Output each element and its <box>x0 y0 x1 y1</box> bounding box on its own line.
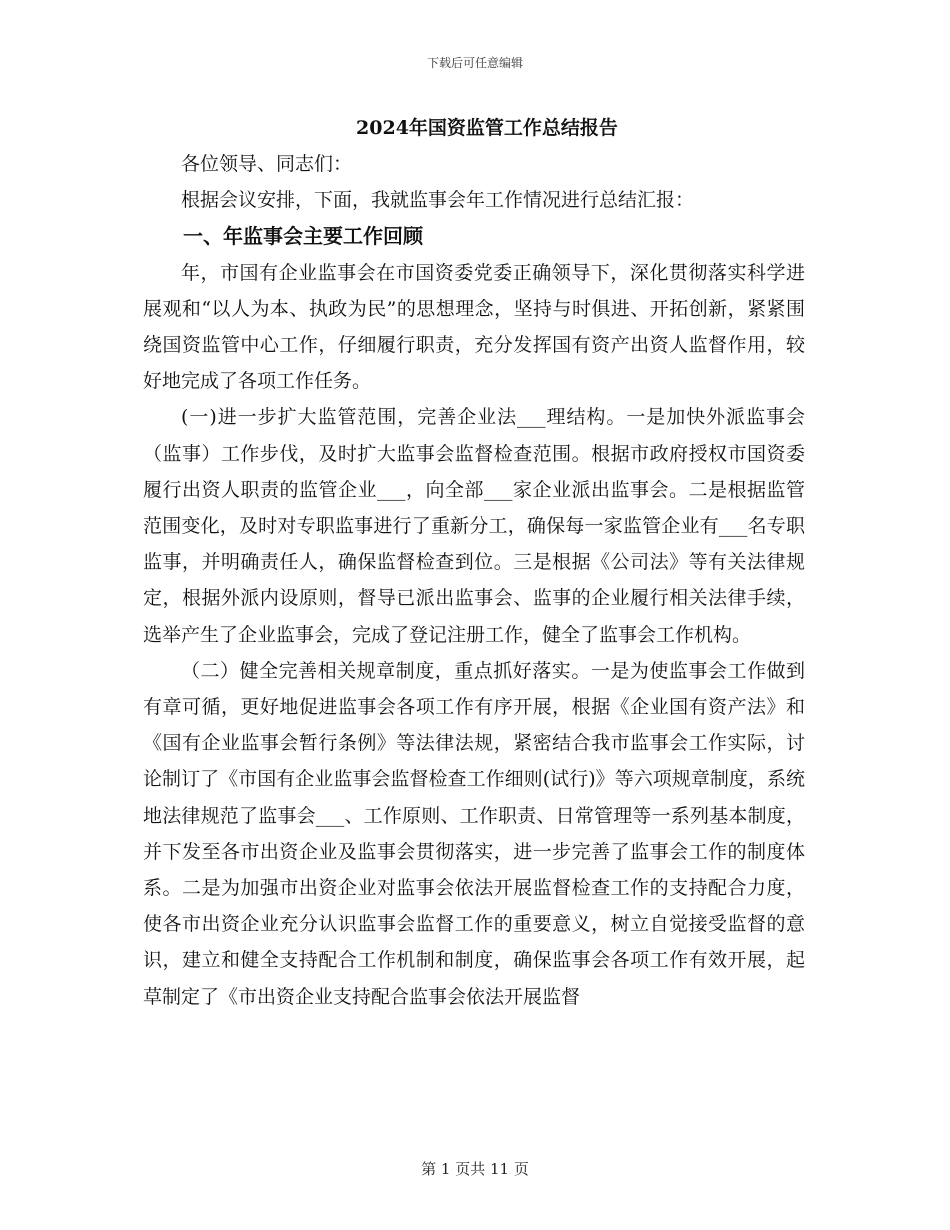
intro-paragraph: 根据会议安排，下面，我就监事会年工作情况进行总结汇报： <box>181 189 695 212</box>
document-title: 2024年国资监管工作总结报告 <box>356 117 618 139</box>
document-body <box>143 110 805 1015</box>
page-header-note: 下载后可任意编辑 <box>426 56 523 70</box>
salutation: 各位领导、同志们： <box>181 153 353 175</box>
section-heading: 一、年监事会主要工作回顾 <box>183 224 423 249</box>
paragraph-2: (一)进一步扩大监管范围，完善企业法___理结构。一是加快外派监事会（监事）工作步伐，及时扩大监事会监督检查范围。根据市政府授权市国资委履行出资人职责的监管企业___，向全部___家企业派出监事会。二是根据监管范围变化，及时对专职监事进行了重新分工，确保每一家监管企业有___名专职监事，并明确责任人，确保监督检查到位。三是根据《公司法》等有关法律规定，根据外派内设原则，督导已派出监事会、监事的企业履行相关法律手续，选举产生了企业监事会，完成了登记注册工作，健全了监事会工作机构。 <box>143 406 805 646</box>
page-footer-number: 第 1 页共 11 页 <box>421 1160 529 1178</box>
paragraph-1: 年，市国有企业监事会在市国资委党委正确领导下，深化贯彻落实科学进展观和“以人为本、执政为民”的思想理念，坚持与时俱进、开拓创新，紧紧围绕国资监管中心工作，仔细履行职责，充分发挥国有资产出资人监督作用，较好地完成了各项工作任务。 <box>143 261 805 393</box>
paragraph-3: （二）健全完善相关规章制度，重点抓好落实。一是为使监事会工作做到有章可循，更好地促进监事会各项工作有序开展，根据《企业国有资产法》和《国有企业监事会暂行条例》等法律法规，紧密结合我市监事会工作实际，讨论制订了《市国有企业监事会监督检查工作细则(试行)》等六项规章制度，系统地法律规范了监事会___、工作原则、工作职责、日常管理等一系列基本制度，并下发至各市出资企业及监事会贯彻落实，进一步完善了监事会工作的制度体系。二是为加强市出资企业对监事会依法开展监督检查工作的支持配合力度，使各市出资企业充分认识监事会监督工作的重要意义，树立自觉接受监督的意识，建立和健全支持配合工作机制和制度，确保监事会各项工作有效开展，起草制定了《市出资企业支持配合监事会依法开展监督 <box>143 659 805 1008</box>
